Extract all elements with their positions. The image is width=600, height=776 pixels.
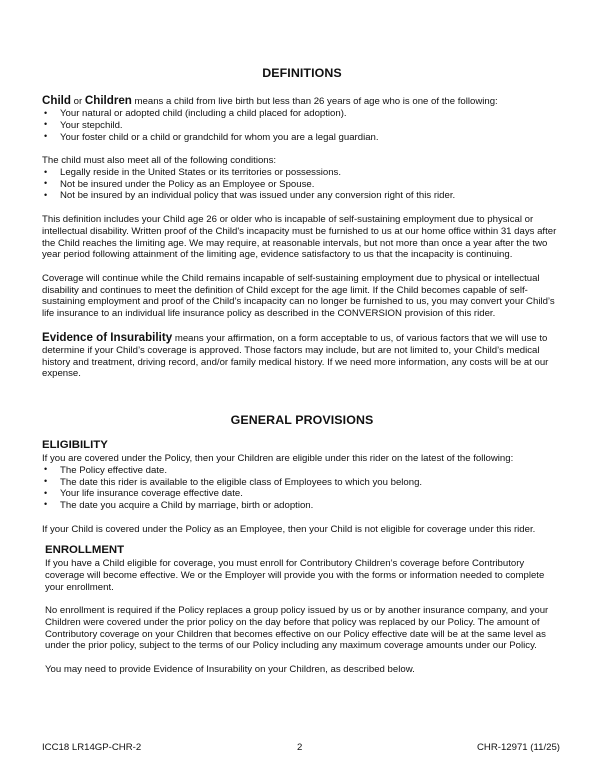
list-item: • The date you acquire a Child by marriage, birth or adoption.: [42, 500, 562, 512]
conditions-list: [42, 167, 562, 202]
list-item: • Your foster child or a child or grandchild for whom you are a legal guardian.: [42, 132, 562, 144]
evidence-of-insurability-definition: Evidence of Insurability means your affirmation, on a form acceptable to us, of various factors that we will use to determine if your Child’s coverage is approved. Those factors may include, but are not limited to, your Child’s medical history and treatment, driving record, and/or family medical history. If we need more information, any costs will be at our expense.: [42, 330, 549, 380]
list-item: • Your stepchild.: [42, 120, 562, 132]
coverage-continuation-paragraph: Coverage will continue while the Child remains incapable of self-sustaining employment due to physical or intellectual disability and continues to meet the definition of Child except for the age limit. If the Child becomes capable of self-sustaining employment and proof of the Child’s incapacity can no longer be furnished to us, you may convert your Child’s life insurance to an individual life insurance policy as described in the CONVERSION provision of this rider.: [42, 273, 555, 320]
child-definition: Child or Children means a child from live birth but less than 26 years of age who is one of the following:: [42, 94, 498, 108]
list-item: • Legally reside in the United States or its territories or possessions.: [42, 167, 562, 179]
child-types-list: [42, 108, 562, 143]
eligibility-intro: If you are covered under the Policy, then your Children are eligible under this rider on the latest of the following:: [42, 453, 514, 465]
form-id: ICC18 LR14GP-CHR-2: [42, 742, 142, 753]
evidence-term: Evidence of Insurability: [42, 330, 173, 344]
list-item: • Your life insurance coverage effective date.: [42, 488, 562, 500]
child-term: Child: [42, 94, 71, 108]
evidence-note: You may need to provide Evidence of Insurability on your Children, as described below.: [45, 664, 415, 676]
general-provisions-heading: GENERAL PROVISIONS: [230, 413, 374, 428]
document-code: CHR-12971 (11/25): [476, 742, 560, 753]
eligibility-heading: ELIGIBILITY: [42, 439, 108, 452]
document-page: [42, 0, 562, 676]
list-item: • The Policy effective date.: [42, 465, 562, 477]
page-number: 2: [297, 742, 303, 753]
enrollment-paragraph: If you have a Child eligible for coverage, you must enroll for Contributory Children’s coverage before Contributory coverage will become effective. We or the Employer will provide you with the forms or information needed to complete your enrollment.: [45, 558, 545, 593]
list-item: • Not be insured by an individual policy that was issued under any conversion right of this rider.: [42, 190, 562, 202]
enrollment-heading: ENROLLMENT: [45, 544, 125, 557]
definitions-heading: DEFINITIONS: [262, 66, 342, 80]
list-item: • The date this rider is available to the eligible class of Employees to which you belong.: [42, 477, 562, 489]
children-term: Children: [84, 94, 132, 108]
conditions-intro: The child must also meet all of the following conditions:: [42, 155, 277, 167]
list-item: • Your natural or adopted child (including a child placed for adoption).: [42, 108, 562, 120]
list-item: • Not be insured under the Policy as an Employee or Spouse.: [42, 179, 562, 191]
no-enrollment-paragraph: No enrollment is required if the Policy replaces a group policy issued by us or by another insurance company, and your Children were covered under the prior policy on the day before that policy was replaced by our Policy. The amount of Contributory coverage on your Children that becomes effective on our Policy effective date will be at the same level as under the prior policy, subject to the terms of our Policy including any maximum coverage amounts under our Policy.: [45, 605, 549, 652]
eligibility-list: [42, 465, 562, 512]
incapable-child-paragraph: This definition includes your Child age 26 or older who is incapable of self-sustaining employment due to physical or intellectual disability. Written proof of the Child's incapacity must be furnished to us at our home office within 31 days after the Child reaches the limiting age. We may require, at reasonable intervals, but not more than once a year after the two year period following attainment of the limiting age, evidence satisfactory to us that the incapacity is continuing.: [42, 214, 557, 261]
eligibility-note: If your Child is covered under the Policy as an Employee, then your Child is not eligible for coverage under this rider.: [42, 523, 536, 535]
child-definition-text: means a child from live birth but less than 26 years of age who is one of the following:: [131, 96, 498, 108]
